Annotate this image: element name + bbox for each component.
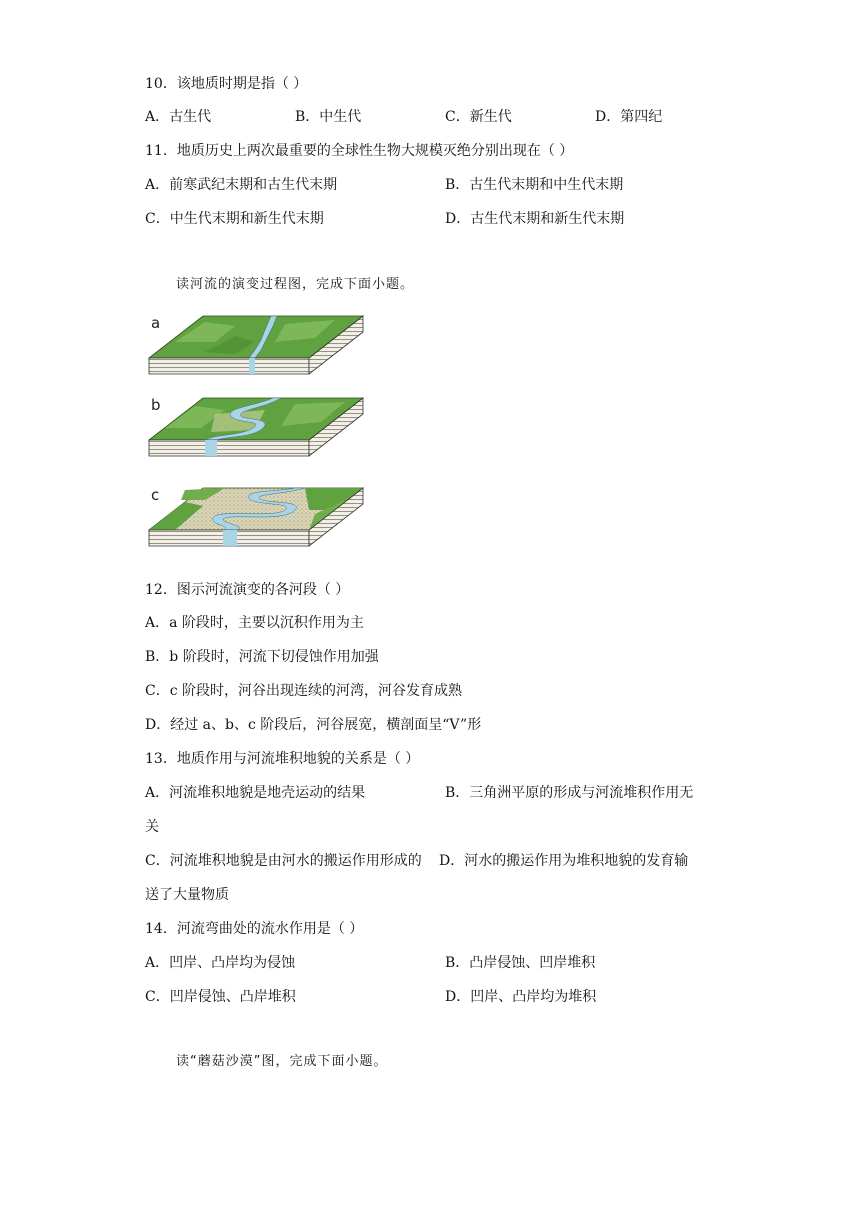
q13-option-b: B．三角洲平原的形成与河流堆积作用无	[445, 785, 694, 801]
q11-option-b: B．古生代末期和中生代末期	[445, 177, 624, 193]
q14-option-c: C．凹岸侵蚀、凸岸堆积	[145, 989, 296, 1005]
q11-stem: 11．地质历史上两次最重要的全球性生物大规模灭绝分别出现在（ ）	[145, 143, 574, 159]
q13-option-b-wrap: 关	[145, 819, 159, 835]
q10-option-c: C．新生代	[445, 109, 512, 125]
panel-c-block	[149, 486, 363, 546]
q14-option-a: A．凹岸、凸岸均为侵蚀	[145, 955, 296, 971]
reading-prompt-mushroom-desert: 读“蘑菇沙漠”图，完成下面小题。	[176, 1054, 388, 1069]
q11-option-a: A．前寒武纪末期和古生代末期	[145, 177, 338, 193]
q10-stem: 10．该地质时期是指（ ）	[145, 76, 308, 92]
river-evolution-figure	[145, 312, 367, 566]
q14-option-b: B．凸岸侵蚀、凹岸堆积	[445, 955, 596, 971]
panel-c-label: c	[151, 486, 160, 504]
q13-option-d: D．河水的搬运作用为堆积地貌的发育输	[439, 853, 689, 869]
q10-option-b: B．中生代	[295, 109, 362, 125]
q11-option-d: D．古生代末期和新生代末期	[445, 211, 625, 227]
q12-option-c: C．c 阶段时，河谷出现连续的河湾，河谷发育成熟	[145, 683, 463, 699]
q13-option-a: A．河流堆积地貌是地壳运动的结果	[145, 785, 366, 801]
q11-option-c: C．中生代末期和新生代末期	[145, 211, 324, 227]
q12-option-b: B．b 阶段时，河流下切侵蚀作用加强	[145, 649, 379, 665]
q12-option-a: A．a 阶段时，主要以沉积作用为主	[145, 615, 364, 631]
q10-option-a: A．古生代	[145, 109, 212, 125]
q13-option-d-wrap: 送了大量物质	[145, 887, 229, 903]
q13-option-c: C．河流堆积地貌是由河水的搬运作用形成的	[145, 853, 422, 869]
panel-a-label: a	[151, 314, 161, 332]
panel-a-block	[149, 314, 363, 374]
q13-stem: 13．地质作用与河流堆积地貌的关系是（ ）	[145, 751, 420, 767]
q12-option-d: D．经过 a、b、c 阶段后，河谷展宽，横剖面呈“V”形	[145, 717, 482, 733]
panel-b-block	[149, 396, 363, 456]
reading-prompt-river: 读河流的演变过程图，完成下面小题。	[176, 277, 415, 292]
panel-b-label: b	[151, 396, 161, 414]
q10-option-d: D．第四纪	[595, 109, 663, 125]
q12-stem: 12．图示河流演变的各河段（ ）	[145, 582, 350, 598]
q14-option-d: D．凹岸、凸岸均为堆积	[445, 989, 597, 1005]
q14-stem: 14．河流弯曲处的流水作用是（ ）	[145, 921, 364, 937]
